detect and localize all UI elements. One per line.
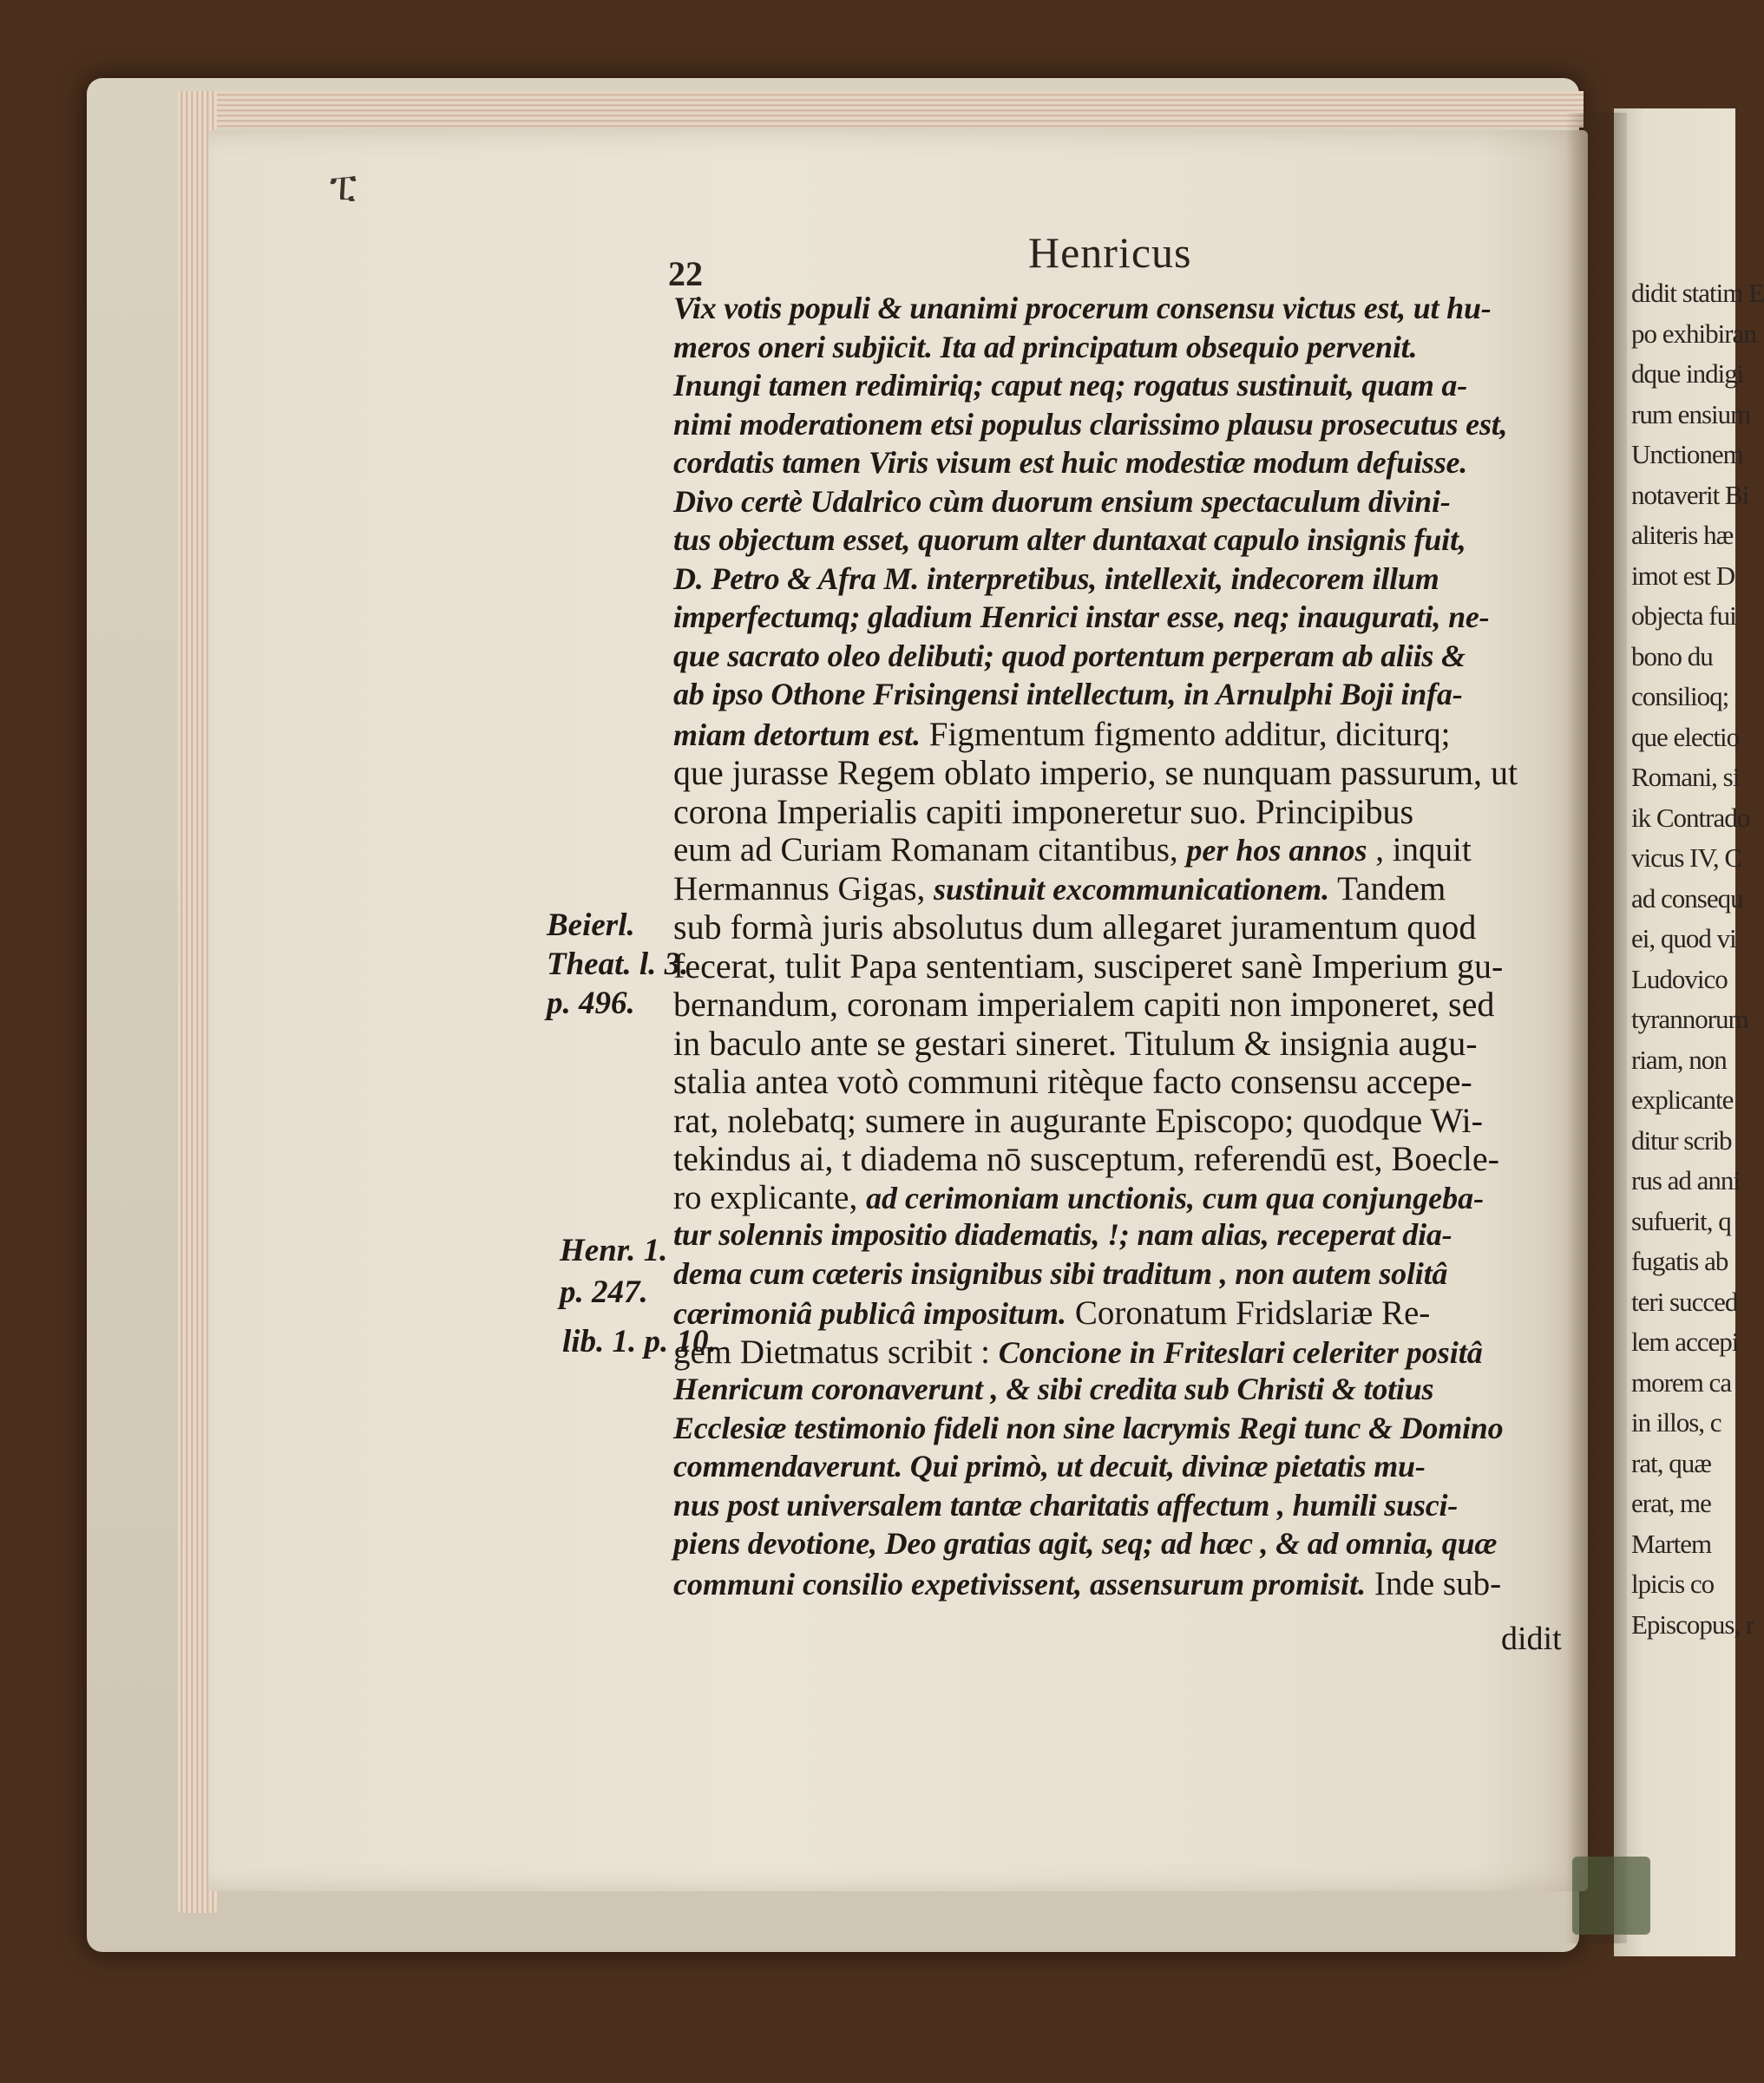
text-line (673, 717, 1450, 751)
facing-line: Romani, si (1631, 762, 1740, 792)
facing-line: Unctionem (1631, 439, 1743, 469)
roman-run: gem Dietmatus scribit : (673, 1333, 999, 1371)
text-line: tur solennis impositio diadematis, !; nam alias, receperat dia- (673, 1217, 1453, 1252)
text-line: Divo certè Udalrico cùm duorum ensium spectaculum divini- (673, 483, 1451, 519)
roman-run: Coronatum Fridslariæ Re- (1066, 1294, 1431, 1332)
text-line: Inungi tamen redimiriq; caput neq; rogatus sustinuit, quam a- (673, 368, 1468, 403)
facing-line: que electio (1631, 721, 1740, 752)
italic-run: cærimoniâ publicâ impositum. (673, 1296, 1067, 1331)
text-line (673, 869, 1446, 907)
facing-line: po exhibiran (1631, 318, 1756, 349)
facing-line: notaverit Bi (1631, 479, 1749, 510)
facing-line: ad consequ (1631, 882, 1743, 914)
spine-band (1572, 1857, 1650, 1935)
text-line (673, 833, 1472, 867)
facing-line: ditur scrib (1631, 1124, 1732, 1156)
catchword: didit (1501, 1621, 1562, 1657)
gutter-shadow (1566, 113, 1627, 1943)
text-line: ab ipso Othone Frisingensi intellectum, in Arnulphi Boji infa- (673, 677, 1463, 711)
facing-line: bono du (1631, 640, 1713, 671)
text-line: D. Petro & Afra M. interpretibus, intellexit, indecorem illum (673, 560, 1439, 596)
page-number: 22 (668, 254, 703, 293)
margin-note: Theat. l. 3. (547, 947, 689, 982)
italic-run: communi consilio expetivissent, assensurum promisit. (673, 1566, 1367, 1602)
text-line: commendaverunt. Qui primò, ut decuit, divinæ pietatis mu- (673, 1449, 1426, 1484)
text-line: fecerat, tulit Papa sententiam, susciperet sanè Imperium gu- (673, 946, 1504, 986)
roman-run: , inquit (1367, 831, 1472, 868)
facing-line: Episcopus, r (1631, 1608, 1754, 1640)
text-line: imperfectumq; gladium Henrici instar esse, neq; inaugurati, ne- (673, 599, 1490, 634)
text-line: tekindus ai, t diadema nō susceptum, referendū est, Boecle- (673, 1139, 1499, 1178)
facing-line: ei, quod vi (1631, 923, 1736, 953)
text-line: corona Imperialis capiti imponeretur suo. Principibus (673, 791, 1414, 831)
running-head: Henricus (1028, 228, 1192, 277)
facing-line: in illos, c (1631, 1407, 1721, 1438)
facing-line: rus ad anni (1631, 1165, 1741, 1195)
text-line: bernandum, coronam imperialem capiti non imponeret, sed (673, 985, 1495, 1024)
facing-line: imot est D (1631, 560, 1735, 591)
italic-run: per hos annos (1186, 833, 1367, 868)
text-line: cordatis tamen Viris visum est huic modestiæ modum defuisse. (673, 445, 1468, 480)
facing-line: rat, quæ (1631, 1447, 1711, 1478)
facing-line: sufuerit, q (1631, 1205, 1731, 1236)
italic-run: miam detortum est. (673, 717, 921, 752)
facing-line: aliteris hæ (1631, 520, 1734, 550)
italic-run: sustinuit excommunicationem. (934, 871, 1330, 907)
margin-note: lib. 1. p. 10. (562, 1324, 717, 1359)
facing-line: vicus IV, C (1631, 842, 1742, 873)
facing-line: rum ensium (1631, 398, 1751, 429)
text-line: meros oneri subjicit. Ita ad principatum obsequio pervenit. (673, 329, 1418, 364)
corner-mark: ፒ (330, 165, 357, 209)
text-line: que jurasse Regem oblato imperio, se nunquam passurum, ut (673, 753, 1518, 792)
text-line: Ecclesiæ testimonio fideli non sine lacrymis Regi tunc & Domino (673, 1410, 1504, 1445)
facing-line: ik Contrado (1631, 802, 1750, 833)
margin-note: p. 247. (560, 1274, 648, 1310)
text-line: nus post universalem tantæ charitatis affectum , humili susci- (673, 1487, 1459, 1523)
text-line: que sacrato oleo delibuti; quod portentum perperam ab aliis & (673, 638, 1466, 673)
facing-line: objecta fui (1631, 600, 1736, 631)
text-line: Henricum coronaverunt , & sibi credita sub Christi & totius (673, 1372, 1434, 1406)
facing-line: consilioq; (1631, 681, 1729, 711)
facing-line: riam, non (1631, 1044, 1727, 1075)
margin-note: p. 496. (547, 986, 635, 1021)
text-line: dema cum cæteris insignibus sibi traditum , non autem solitâ (673, 1255, 1448, 1291)
facing-line: tyrannorum (1631, 1004, 1748, 1034)
italic-run: ad cerimoniam unctionis, cum qua conjungeba- (865, 1180, 1485, 1215)
facing-line: didit statim E (1631, 278, 1764, 308)
text-line (673, 1296, 1430, 1330)
roman-run: ro explicante, (673, 1178, 866, 1216)
roman-run: Inde sub- (1366, 1564, 1502, 1602)
text-line: stalia antea votò communi ritèque facto consensu accepe- (673, 1062, 1472, 1101)
margin-note: Henr. 1. (560, 1233, 668, 1268)
facing-line: morem ca (1631, 1366, 1732, 1398)
facing-line: explicante (1631, 1084, 1734, 1115)
text-line: tus objectum esset, quorum alter duntaxat capulo insignis fuit, (673, 522, 1466, 557)
roman-run: Hermannus Gigas, (673, 869, 934, 907)
facing-line: erat, me (1631, 1488, 1711, 1518)
facing-line: lpicis co (1631, 1569, 1715, 1599)
text-line (673, 1335, 1483, 1369)
italic-run: Concione in Friteslari celeriter positâ (998, 1334, 1483, 1370)
roman-run: eum ad Curiam Romanam citantibus, (673, 831, 1187, 868)
text-line: sub formà juris absolutus dum allegaret juramentum quod (673, 907, 1477, 947)
text-line: piens devotione, Deo gratias agit, seq; ad hæc , & ad omnia, quæ (673, 1526, 1498, 1561)
facing-line: lem accepi (1631, 1326, 1739, 1357)
facing-line: dque indigi (1631, 358, 1744, 389)
facing-line: teri succed (1631, 1286, 1738, 1317)
facing-line: Ludovico (1631, 963, 1728, 994)
roman-run: Tandem (1329, 869, 1446, 907)
text-line: nimi moderationem etsi populus clarissimo plausu prosecutus est, (673, 406, 1508, 442)
text-line (673, 1178, 1485, 1216)
text-line: Vix votis populi & unanimi procerum consensu victus est, ut hu- (673, 291, 1492, 325)
roman-run: Figmentum figmento additur, diciturq; (921, 715, 1451, 753)
margin-note: Beierl. (547, 907, 635, 943)
text-line (673, 1564, 1502, 1602)
facing-line: fugatis ab (1631, 1246, 1728, 1276)
facing-line: Martem (1631, 1528, 1712, 1559)
page-edges-top (178, 91, 1584, 128)
text-line: in baculo ante se gestari sineret. Titulum & insignia augu- (673, 1023, 1478, 1063)
text-line: rat, nolebatq; sumere in augurante Episcopo; quodque Wi- (673, 1100, 1483, 1140)
